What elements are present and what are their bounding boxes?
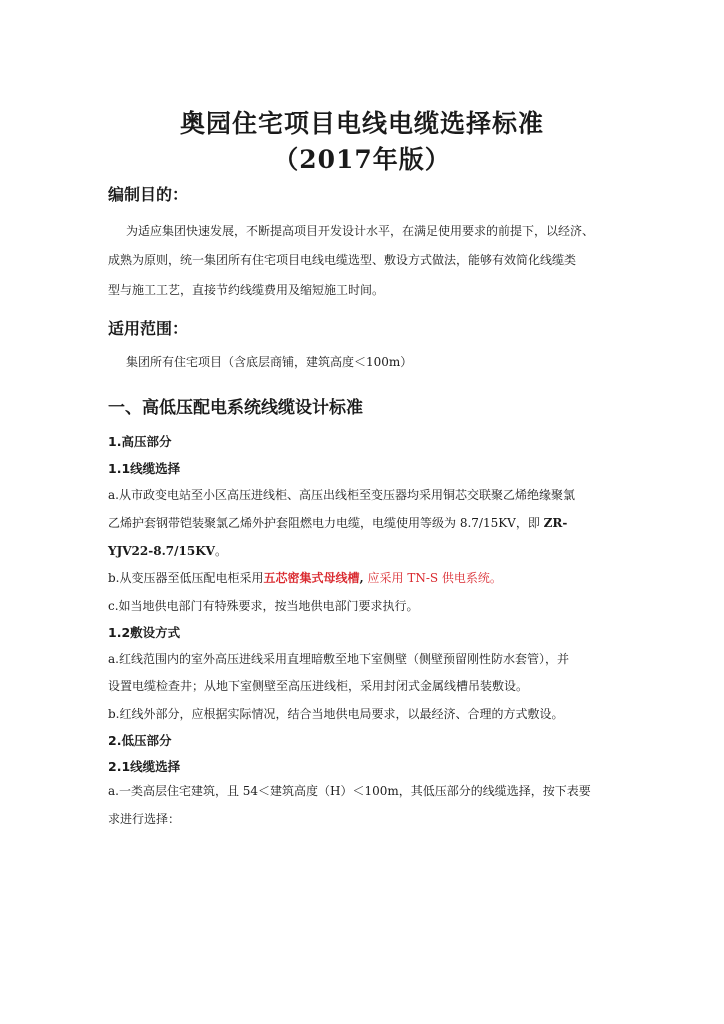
hv-laying-a-line-2: 设置电缆检查井；从地下室侧壁至高压进线柜，采用封闭式金属线槽吊装敷设。 [108,679,529,693]
hv-item-b-prefix: b.从变压器至低压配电柜采用 [108,571,264,585]
tns-system-note: 应采用 TN-S 供电系统。 [363,571,502,585]
hv-laying-a-line-1: a.红线范围内的室外高压进线采用直埋暗敷至地下室侧壁（侧壁预留刚性防水套管），并 [108,652,569,666]
hv-item-b [108,569,620,586]
lv-cable-selection-heading: 2.1线缆选择 [108,759,181,774]
scope-text: 集团所有住宅项目（含底层商铺，建筑高度＜100m） [126,355,413,369]
section-heading-hvlv: 一、高低压配电系统线缆设计标准 [108,398,363,418]
cable-model-part-1: ZR- [543,516,568,530]
lv-item-a-line-2: 求进行选择： [108,812,181,826]
hv-item-a-line-3 [108,542,620,559]
purpose-line-2: 成熟为原则，统一集团所有住宅项目电线电缆选型、敷设方式做法，能够有效简化线缆类 [108,253,577,267]
purpose-line-1: 为适应集团快速发展，不断提高项目开发设计水平，在满足使用要求的前提下，以经济、 [126,224,595,238]
cable-model-part-2: YJV22-8.7/15KV [108,544,215,558]
purpose-heading: 编制目的： [108,185,189,204]
lv-item-a-line-1: a.一类高层住宅建筑，且 54＜建筑高度（H）＜100m，其低压部分的线缆选择，按下表要 [108,784,591,798]
scope-heading: 适用范围： [108,319,189,338]
hv-laying-b: b.红线外部分，应根据实际情况，结合当地供电局要求，以最经济、合理的方式敷设。 [108,707,564,721]
hv-laying-heading: 1.2敷设方式 [108,625,181,640]
hv-item-a-line-2 [108,514,620,531]
busway-highlight: 五芯密集式母线槽 [263,571,360,585]
purpose-line-3: 型与施工工艺，直接节约线缆费用及缩短施工时间。 [108,283,385,297]
hv-heading: 1.高压部分 [108,434,172,449]
document-edition: （2017年版） [273,145,451,174]
hv-item-b-comma: , [359,571,364,585]
hv-cable-selection-heading: 1.1线缆选择 [108,461,181,476]
hv-item-a-end: 。 [214,544,227,558]
hv-item-a-text: 乙烯护套钢带铠装聚氯乙烯外护套阻燃电力电缆，电缆使用等级为 8.7/15KV，即 [108,516,544,530]
lv-heading: 2.低压部分 [108,733,172,748]
hv-item-a-line-1: a.从市政变电站至小区高压进线柜、高压出线柜至变压器均采用铜芯交联聚乙烯绝缘聚氯 [108,488,575,502]
document-title: 奥园住宅项目电线电缆选择标准 [179,109,544,138]
hv-item-c: c.如当地供电部门有特殊要求，按当地供电部门要求执行。 [108,599,419,613]
